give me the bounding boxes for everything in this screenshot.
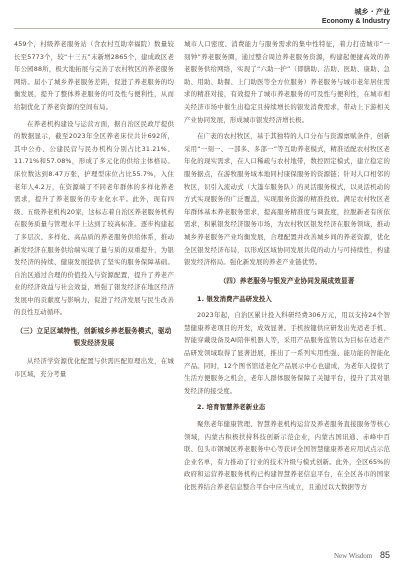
subsection-2-title: 2. 培育智慧养老新业态 (197, 403, 266, 412)
header-section-cn: 城乡 · 产业 (354, 8, 390, 16)
subsection-1-title: 1. 银发消费产品研发投入 (197, 294, 272, 303)
section-4-title: （四）养老服务与银发产业协同发展成效显著 (219, 276, 355, 285)
page-footer (334, 550, 390, 560)
right-paragraph-2: 在广袤的农村牧区，基于其独特的人口分布与资源禀赋条件，创新采用“一刻一、一部多、多部一”等互助养老模式，精准适配农村牧区老年化的现实需求，在人口稀疏与农村地带，数控固定模式，建立稳定的服务据点，在游牧服务域本地同村康保服务的资源链；针对人口相邻的牧区，识引入流动式（大篷车服务队）的灵活服务模式，以灵活机动的方式实现服务的广泛覆盖，实现服务资源的精准投放。满足农村牧区老年群体基本养老服务需求，提高服务精准度与调查度，拉脱新老有所依需求，积累银发经济服务市场，为农村牧区银发经济在服务领域，推动城乡养老服务产业均衡发展，合理配置并改善城乡间的养老资源，优化全区银发经济布局，以形成区域协同发展共促的动力与可持续性，构建银发经济格局。强化新发展的养老产业链优势。 (184, 132, 390, 267)
left-column (14, 38, 174, 384)
page-header (322, 8, 390, 26)
right-column (184, 38, 390, 498)
header-rule (14, 28, 388, 29)
page-number: 85 (379, 550, 390, 560)
left-paragraph-2: 在养老机构建设与运营方面，据自治区民政厅提供的数据显示，截至2023年全区养老床位共计692所，其中公办、公建民营与民办机构分别占比31.21%、11.71%和57.08%，形成了多元化的供给主体格局。床位数达到8.47万张，护理型床位占比55.7%，入住老年人4.2万，在资源端了不同老年群体的多样化养老需求，提升了养老服务的专业化水平。此外，现有四级、五级养老机构20家，这标志着自治区养老服务机构在服务质量与管理水平上达到了较高标准。逐步构建起了多层次、多样化、高品质的养老服务供给体系，推动新发经济在服务供给端实现了量与质的双重提升，为银发经济的持续、健康发展提供了坚实的服务保障基础。自治区通过合理的价值投入与资源配置，提升了养老产业的经济效益与社会效益，增强了银发经济在地区经济发展中的贡献度与影响力，促进了经济发展与民生改善的良性互动循环。 (14, 119, 174, 317)
left-paragraph-3: 从经济学资源优化配置与供需匹配原理出发，在城市区域，充分考量 (14, 357, 174, 378)
header-section-en: Economy & Industry (321, 18, 390, 25)
journal-name: New Wisdom (333, 552, 373, 560)
right-paragraph-3: 2023年起，自治区累计投入科研经费306万元，用以支持24个智慧健康养老项目的开发，成效显著。手机按键供应研发出先适老手机、智能穿戴设备及AI陪伴机器人等，采用产品服务监管以为目标在适老产品研发领域取得了显著进展，推出了一系列实用性强、能功能的智能化产品。同时，12个图书馆适老化产品展示中心也建成，为老年人提供了生活方便服务之机会，老年人群体服务保障了关键平台，提升了其对银发经济的接受度。 (184, 311, 390, 395)
right-paragraph-4: 聚焦老年健康管理、智慧养老机构运营及养老服务直接服务等核心领域，内蒙古积极扶持科技创新示范企业，内蒙古国讯通、赤峰中百联、包头市钢城区养老服务中心等获评全国智慧健康养老应用试点示范企业名单，有力推动了行业的技术升级与模式创新。此外，全区65%的政府和运营养老服务机构已构建智慧养老信息平台，在全区各市的国家化医养结合养老信息整合平台中应当成立，且通过以大数据等方 (184, 420, 390, 491)
section-3-title: （三）立足区域特性，创新城乡养老服务模式，驱动银发经济发展 (16, 327, 172, 348)
left-paragraph-1: 459个，村级养老服务站（含农村互助幸福院）数量较长至5773个，较“十三五”末新增2865个，建成政区老年公园88所，极大地拓展与完善了农村牧区的养老服务网络。届小了城乡养老服务差距，促进了养老服务的均衡发展，提升了整体养老服务的可及性与便利性，从而给制优化了养老资源的空间布局。 (14, 40, 174, 111)
right-paragraph-1: 城市人口密度、消费能力与服务需求的集中性特征，着力打造城市“一刻钟”养老服务圈，通过整合周边养老服务资源，构建起便捷高效的养老服务供给网络，实现了“六助一护”（即膳助、洁助、医助、康助、急助、用助、助餐、上门助医等全方位服务）养老服务与城市老年居住需求的精准对接，有效提升了城市养老服务的可及性与便利性，在城市相关经济市场中催生出稳定且持续增长的银发消费需求，带动上下游相关产业协同发展，形成城市银发经济增长极。 (184, 40, 390, 124)
